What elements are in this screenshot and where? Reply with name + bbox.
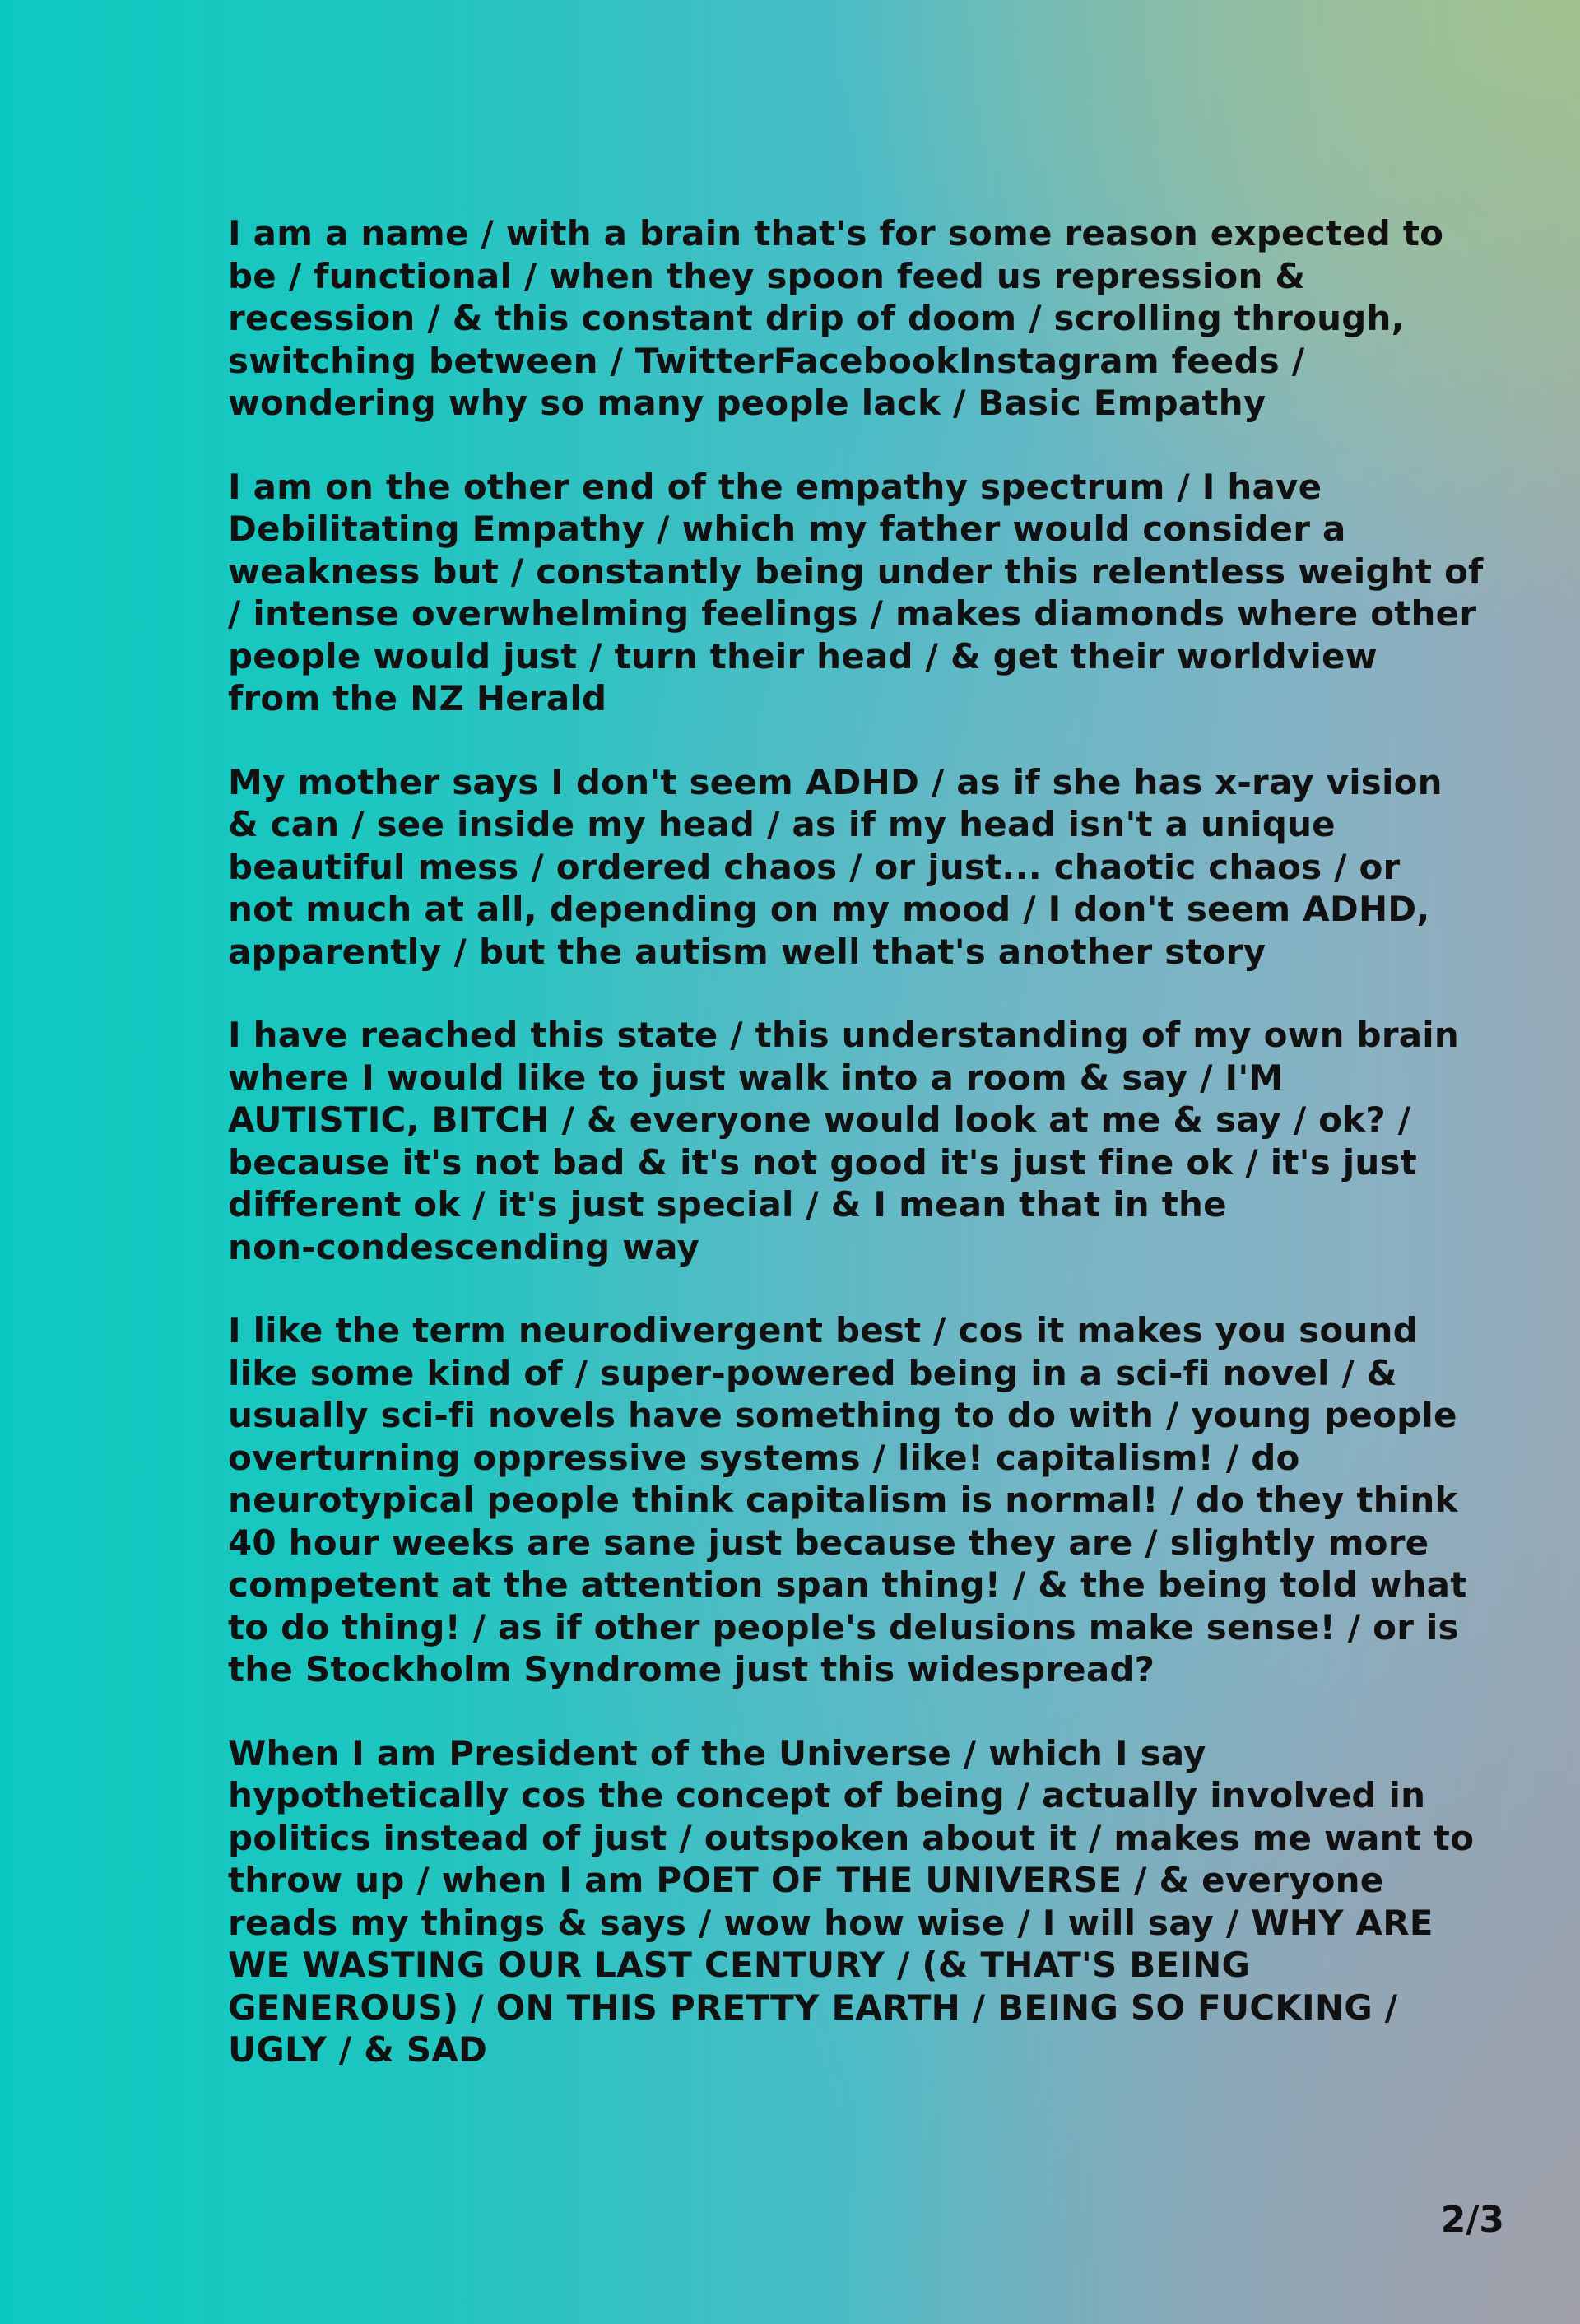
poem-line: wondering why so many people lack / Basic Empathy <box>228 383 1266 423</box>
poem-line: throw up / when I am POET OF THE UNIVERSE / & everyone <box>228 1860 1384 1900</box>
poem-line: I like the term neurodivergent best / cos it makes you sound <box>228 1310 1418 1350</box>
poem-line: reads my things & says / wow how wise / I will say / WHY ARE <box>228 1902 1434 1943</box>
poem-line: hypothetically cos the concept of being / actually involved in <box>228 1775 1426 1815</box>
poem-line: politics instead of just / outspoken about it / makes me want to <box>228 1817 1475 1858</box>
stanza-6 <box>228 1732 1475 2071</box>
poem-line: WE WASTING OUR LAST CENTURY / (& THAT'S BEING <box>228 1945 1251 1985</box>
poem-line: be / functional / when they spoon feed us repression & <box>228 255 1306 296</box>
poem-line: My mother says I don't seem ADHD / as if she has x-ray vision <box>228 761 1443 802</box>
stanza-5 <box>228 1309 1467 1691</box>
poem-line: I have reached this state / this understanding of my own brain <box>228 1015 1459 1055</box>
stanza-3 <box>228 761 1443 974</box>
poem-line: different ok / it's just special / & I mean that in the <box>228 1184 1227 1225</box>
poem-line: apparently / but the autism well that's another story <box>228 931 1266 972</box>
poem-line: I am on the other end of the empathy spectrum / I have <box>228 466 1322 507</box>
page-number: 2/3 <box>1440 2199 1504 2241</box>
poem-line: recession / & this constant drip of doom / scrolling through, <box>228 298 1405 338</box>
poem-line: When I am President of the Universe / which I say <box>228 1732 1206 1773</box>
poem-line: & can / see inside my head / as if my head isn't a unique <box>228 804 1336 844</box>
stanza-2 <box>228 466 1484 720</box>
poem-line: GENEROUS) / ON THIS PRETTY EARTH / BEING SO FUCKING / <box>228 1987 1398 2028</box>
poem-line: to do thing! / as if other people's delusions make sense! / or is <box>228 1606 1459 1648</box>
poem-line: I am a name / with a brain that's for some reason expected to <box>228 213 1444 253</box>
poem-line: not much at all, depending on my mood / I don't seem ADHD, <box>228 889 1430 929</box>
poem-line: 40 hour weeks are sane just because they are / slightly more <box>228 1522 1429 1563</box>
stanza-1 <box>228 212 1444 425</box>
poem-line: because it's not bad & it's not good it's just fine ok / it's just <box>228 1141 1417 1183</box>
poem-line: neurotypical people think capitalism is normal! / do they think <box>228 1480 1458 1520</box>
stanza-4 <box>228 1014 1459 1268</box>
poem-line: / intense overwhelming feelings / makes diamonds where other <box>228 593 1477 634</box>
poem-line: usually sci-fi novels have something to do with / young people <box>228 1395 1457 1435</box>
poem-line: from the NZ Herald <box>228 678 607 718</box>
poem-line: overturning oppressive systems / like! capitalism! / do <box>228 1437 1300 1478</box>
poem-line: where I would like to just walk into a room & say / I'M <box>228 1057 1284 1098</box>
poem-line: switching between / TwitterFacebookInstagram feeds / <box>228 340 1305 381</box>
poem-line: Debilitating Empathy / which my father would consider a <box>228 509 1346 549</box>
poem-line: non-condescending way <box>228 1226 700 1267</box>
poem-line: AUTISTIC, BITCH / & everyone would look at me & say / ok? / <box>228 1099 1411 1140</box>
poem-line: people would just / turn their head / & get their worldview <box>228 635 1378 676</box>
poem-line: weakness but / constantly being under this relentless weight of <box>228 551 1484 592</box>
poem-line: the Stockholm Syndrome just this widespread? <box>228 1649 1155 1690</box>
poem-line: competent at the attention span thing! / & the being told what <box>228 1564 1467 1605</box>
poem-line: UGLY / & SAD <box>228 2029 488 2070</box>
poem-line: beautiful mess / ordered chaos / or just... chaotic chaos / or <box>228 846 1401 887</box>
poem-body <box>228 212 1484 2113</box>
poem-line: like some kind of / super-powered being in a sci-fi novel / & <box>228 1352 1397 1393</box>
